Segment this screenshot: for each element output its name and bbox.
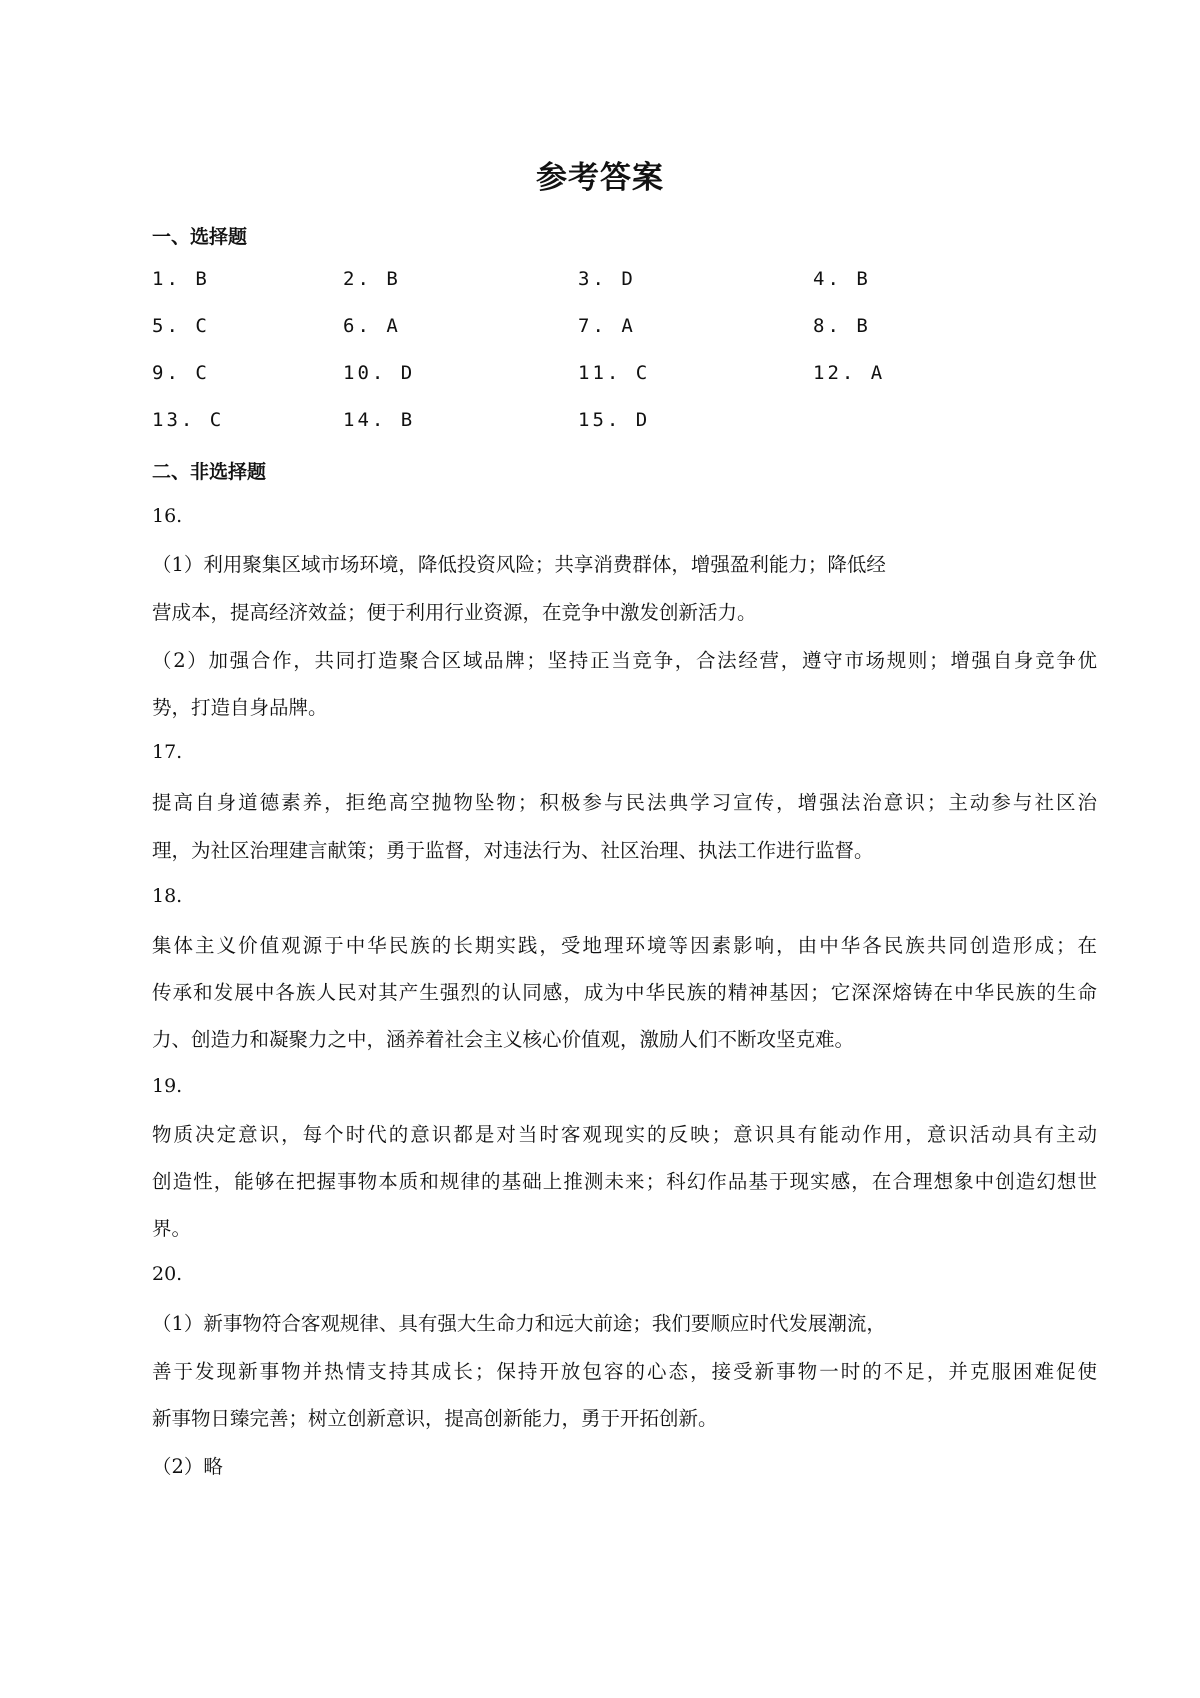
mc-answer: 3. D — [578, 268, 636, 290]
mc-answer: 12. A — [813, 362, 886, 384]
answer-line: （1）利用聚集区域市场环境，降低投资风险；共享消费群体，增强盈利能力；降低经 — [152, 553, 886, 576]
answer-line: 理，为社区治理建言献策；勇于监督，对违法行为、社区治理、执法工作进行监督。 — [152, 839, 874, 862]
mc-answer: 7. A — [578, 315, 636, 337]
mc-answer: 11. C — [578, 362, 651, 384]
mc-answer: 10. D — [343, 362, 416, 384]
answer-line: 创造性，能够在把握事物本质和规律的基础上推测未来；科幻作品基于现实感，在合理想象中创造幻想世 — [152, 1170, 1097, 1193]
mc-answer: 9. C — [152, 362, 210, 384]
mc-answer: 5. C — [152, 315, 210, 337]
question-number: 16. — [152, 505, 183, 527]
section-heading-multiple-choice: 一、选择题 — [152, 226, 248, 248]
question-number: 19. — [152, 1075, 183, 1097]
answer-line: 营成本，提高经济效益；便于利用行业资源，在竞争中激发创新活力。 — [152, 601, 757, 624]
mc-answer: 4. B — [813, 268, 871, 290]
mc-answer: 13. C — [152, 409, 225, 431]
mc-answer: 8. B — [813, 315, 871, 337]
answer-line: 界。 — [152, 1217, 192, 1240]
answer-line: （2）略 — [152, 1455, 223, 1478]
answer-line: 势，打造自身品牌。 — [152, 696, 328, 719]
answer-line: 新事物日臻完善；树立创新意识，提高创新能力，勇于开拓创新。 — [152, 1407, 718, 1430]
answer-line: 力、创造力和凝聚力之中，涵养着社会主义核心价值观，激励人们不断攻坚克难。 — [152, 1028, 855, 1051]
mc-answer: 2. B — [343, 268, 401, 290]
mc-answer: 6. A — [343, 315, 401, 337]
mc-answer: 15. D — [578, 409, 651, 431]
answer-line: （1）新事物符合客观规律、具有强大生命力和远大前途；我们要顺应时代发展潮流， — [152, 1312, 886, 1335]
question-number: 18. — [152, 885, 183, 907]
section-heading-non-multiple-choice: 二、非选择题 — [152, 461, 267, 483]
answer-line: 提高自身道德素养，拒绝高空抛物坠物；积极参与民法典学习宣传，增强法治意识；主动参与社区治 — [152, 791, 1097, 814]
question-number: 17. — [152, 741, 183, 763]
mc-answer: 1. B — [152, 268, 210, 290]
answer-line: 传承和发展中各族人民对其产生强烈的认同感，成为中华民族的精神基因；它深深熔铸在中华民族的生命 — [152, 981, 1097, 1004]
question-number: 20. — [152, 1263, 183, 1285]
page-title: 参考答案 — [536, 160, 664, 196]
answer-line: 物质决定意识，每个时代的意识都是对当时客观现实的反映；意识具有能动作用，意识活动具有主动 — [152, 1123, 1097, 1146]
answer-line: 集体主义价值观源于中华民族的长期实践，受地理环境等因素影响，由中华各民族共同创造形成；在 — [152, 934, 1097, 957]
mc-answer: 14. B — [343, 409, 416, 431]
answer-line: （2）加强合作，共同打造聚合区域品牌；坚持正当竞争，合法经营，遵守市场规则；增强自身竞争优 — [152, 649, 1097, 672]
answer-line: 善于发现新事物并热情支持其成长；保持开放包容的心态，接受新事物一时的不足，并克服困难促使 — [152, 1360, 1097, 1383]
